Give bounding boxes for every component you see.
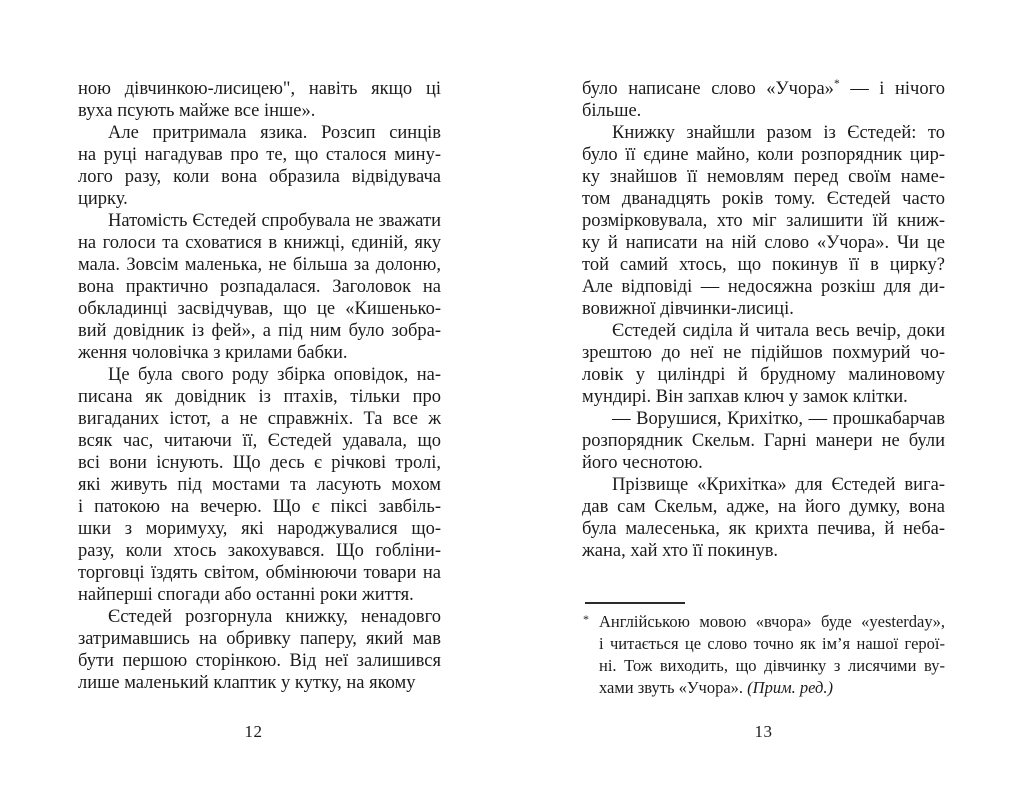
text-line: торговці їздять світом, обмінюючи товари на: [78, 563, 441, 583]
text-line: той самий хтось, що покинув її в цирку?: [582, 255, 945, 275]
text-line: ку знайшов її немовлям перед своїм наме-: [582, 167, 945, 187]
footnote-marker: *: [583, 612, 589, 626]
paragraph: [582, 320, 945, 408]
text-line: було її єдине майно, коли розпорядник цир-: [582, 145, 945, 165]
text-line: бути першою сторінкою. Від неї залишився: [78, 651, 441, 671]
text-line: розмірковувала, хто міг залишити їй книж-: [582, 211, 945, 231]
text-line: мала. Зовсім маленька, не більша за долоню,: [78, 255, 441, 275]
text-line: Єстедей розгорнула книжку, ненадовго: [108, 607, 441, 627]
paragraph: [582, 122, 945, 320]
text-line: дав сам Скельм, адже, на його думку, вона: [582, 497, 945, 517]
text-line: Єстедей сиділа й читала весь вечір, доки: [612, 321, 945, 341]
text-line: ку й написати на ній слово «Учора». Чи це: [582, 233, 945, 253]
text-line: ження чоловічка з крилами бабки.: [78, 343, 348, 363]
text-line: затримавшись на обривку паперу, який мав: [78, 629, 441, 649]
footnote: [582, 611, 945, 699]
text-line: Книжку знайшли разом із Єстедей: то: [612, 123, 945, 143]
text-line: Прізвище «Крихітка» для Єстедей вига-: [612, 475, 945, 495]
text-line: вий довідник із фей», а під ним було зобра-: [78, 321, 441, 341]
text-line: лише маленький клаптик у кутку, на якому: [78, 673, 416, 693]
text-line: і читається це слово точно як ім’я нашої герої-: [599, 634, 945, 653]
page-number-left: 12: [244, 722, 263, 741]
text-line: було написане слово «Учора»* — і нічого: [582, 77, 945, 99]
paragraph: [582, 408, 945, 474]
text-line: лого разу, коли вона образила відвідувача: [78, 167, 441, 187]
text-line: Це була свого роду збірка оповідок, на-: [108, 365, 441, 385]
text-line: мундирі. Він запхав ключ у замок клітки.: [582, 387, 908, 407]
footnote-body: [582, 611, 945, 699]
page-left-text-column: [78, 78, 441, 694]
paragraph: [78, 78, 441, 122]
footnote-separator-rule: [585, 602, 685, 604]
text-line: які живуть під мостами та ласують мохом: [78, 475, 441, 495]
text-line: вовижної дівчинки-лисиці.: [582, 299, 794, 319]
text-line: ною дівчинкою-лисицею", навіть якщо ці: [78, 79, 441, 99]
text-line: вона практично розпадалася. Заголовок на: [78, 277, 441, 297]
paragraph: [582, 474, 945, 562]
paragraph: [78, 606, 441, 694]
text-line: на голоси та сховатися в книжці, єдиній, яку: [78, 233, 441, 253]
editor-note-italic: (Прим. ред.): [747, 678, 833, 697]
footnote-reference-asterisk: *: [833, 77, 840, 90]
text-line: хами звуть «Учора». (Прим. ред.): [599, 678, 833, 697]
text-line: ловік у циліндрі й брудному малиновому: [582, 365, 945, 385]
page-number-right: 13: [754, 722, 773, 741]
text-line: зрештою до неї не підійшов похмурий чо-: [582, 343, 945, 363]
text-line: разу, коли хтось закохувався. Що гобліни-: [78, 541, 441, 561]
paragraph: [78, 210, 441, 364]
paragraph: [582, 78, 945, 122]
text-line: Натомість Єстедей спробувала не зважати: [108, 211, 441, 231]
text-line: на руці нагадував про те, що сталося мину-: [78, 145, 441, 165]
text-line: — Ворушися, Крихітко, — прошкабарчав: [612, 409, 945, 429]
text-line: найперші спогади або останні роки життя.: [78, 585, 414, 605]
text-line: його чеснотою.: [582, 453, 703, 473]
text-line: всі вони існують. Що десь є річкові тролі,: [78, 453, 441, 473]
text-line: цирку.: [78, 189, 128, 209]
text-line: більше.: [582, 101, 642, 121]
text-line: була малесенька, як крихта печива, й неба-: [582, 519, 945, 539]
text-line: обкладинці засвідчував, що це «Кишенько-: [78, 299, 441, 319]
paragraph: [78, 364, 441, 606]
text-line: і патокою на вечерю. Що є піксі завбіль-: [78, 497, 441, 517]
text-line: Але притримала язика. Розсип синців: [108, 123, 441, 143]
text-line: Але відповіді — недосяжна розкіш для ди-: [582, 277, 945, 297]
paragraph: [78, 122, 441, 210]
text-line: том дванадцять років тому. Єстедей часто: [582, 189, 945, 209]
text-line: шки з моримуху, які народжувалися що-: [78, 519, 441, 539]
text-line: розпорядник Скельм. Гарні манери не були: [582, 431, 945, 451]
text-line: вуха псують майже все інше».: [78, 101, 316, 121]
page-right-text-column: [582, 78, 945, 562]
text-line: писана як довідник із птахів, тільки про: [78, 387, 441, 407]
footnote-lines: [599, 611, 945, 699]
text-line: Англійською мовою «вчора» буде «yesterday»,: [599, 612, 945, 631]
text-line: всяк час, читаючи її, Єстедей удавала, що: [78, 431, 441, 451]
text-line: вигаданих істот, а не справжніх. Та все ж: [78, 409, 441, 429]
text-line: ні. Тож виходить, що дівчинку з лисячими ву-: [599, 656, 945, 675]
text-line: жана, хай хто її покинув.: [582, 541, 779, 561]
